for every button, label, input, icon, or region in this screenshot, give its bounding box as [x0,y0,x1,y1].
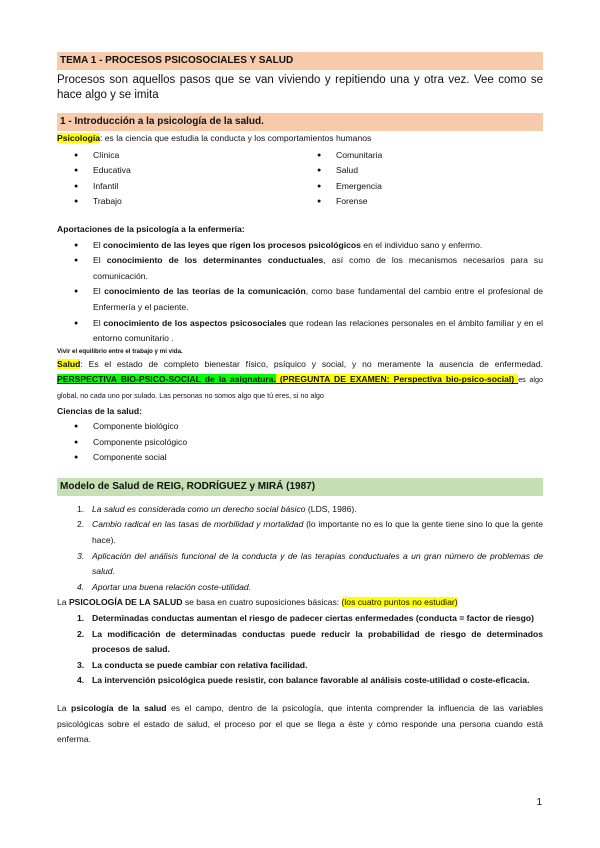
perspectiva-highlight: PERSPECTIVA BIO-PSICO-SOCIAL de la asignatura. [57,374,276,385]
pregunta-highlight: (PREGUNTA DE EXAMEN: Perspectiva bio-psico-social) [275,374,519,385]
ciencias-list [57,419,543,466]
list-item: 3. Aplicación del análisis funcional de la conducta y de las terapias conductuales a un gran número de problemas de salud. [77,550,543,577]
list-item: ● Forense [300,194,543,210]
aportaciones-list [57,238,543,347]
salud-term: Salud [57,358,81,369]
list-item: ● Componente biológico [57,419,543,435]
list-item: ● Educativa [57,163,300,179]
list-item: ● Clínica [57,148,300,164]
section-2-header: Modelo de Salud de REIG, RODRÍGUEZ y MIRÁ (1987) [57,478,543,496]
list-item: 4. La intervención psicológica puede resistir, con balance favorable al análisis coste-utilidad o coste-eficacia. [77,675,530,686]
list-item: 2. Cambio radical en las tasas de morbilidad y mortalidad (lo importante no es lo que la gente tiene sino lo que la gente hace). [77,519,543,546]
list-item: ● Salud [300,163,543,179]
list-item: ● Componente psicológico [57,435,543,451]
document-page [57,52,543,748]
list-item: ● Componente social [57,450,543,466]
page-number: 1 [536,797,542,808]
list-item: 4. Aportar una buena relación coste-utilidad. [77,581,252,592]
no-estudiar-highlight: (los cuatro puntos no estudiar) [341,597,458,608]
list-item: ● Emergencia [300,179,543,195]
areas-col-2 [300,148,543,210]
list-item: ● El conocimiento de las teorías de la comunicación, como base fundamental del cambio entre el profesional de Enfermería y el paciente. [57,284,543,315]
list-item: 3. La conducta se puede cambiar con relativa facilidad. [77,659,308,670]
document-title: TEMA 1 - PROCESOS PSICOSOCIALES Y SALUD [57,52,543,70]
modelo-list [57,502,543,596]
psicologia-salud-intro: La PSICOLOGÍA DE LA SALUD se basa en cuatro suposiciones básicas: (los cuatro puntos no estudiar) [57,597,458,608]
list-item: ● El conocimiento de los determinantes conductuales, así como de los mecanismos necesarios para su comunicación. [57,253,543,284]
suposiciones-list [57,611,543,689]
list-item: ● El conocimiento de las leyes que rigen los procesos psicológicos en el individuo sano y enfermo. [57,238,543,254]
final-paragraph: La psicología de la salud es el campo, dentro de la psicología, que intenta comprender la influencia de las variables psicológicas sobre el estado de salud, el proceso por el que se llega a éste y cómo responde una persona cuando está enferma. [57,703,543,745]
ciencias-title: Ciencias de la salud: [57,405,143,416]
list-item: 1. La salud es considerada como un derecho social básico (LDS, 1986). [77,503,357,514]
list-item: ● Comunitaria [300,148,543,164]
areas-col-1 [57,148,300,210]
psicologia-term: Psicología [57,133,100,143]
list-item: 1. Determinadas conductas aumentan el riesgo de padecer ciertas enfermedades (conducta = factor de riesgo) [77,613,535,624]
aportaciones-title: Aportaciones de la psicología a la enfermería: [57,223,245,234]
intro-paragraph: Procesos son aquellos pasos que se van viviendo y repitiendo una y otra vez. Vee como se hace algo y se imita [57,74,543,101]
psicologia-definition: Psicología: es la ciencia que estudia la conducta y los comportamientos humanos [57,133,372,143]
section-1-header: 1 - Introducción a la psicología de la salud. [57,113,543,131]
list-item: ● El conocimiento de los aspectos psicosociales que rodean las relaciones personales en el ámbito familiar y en el entorno comunitario . [57,316,543,347]
salud-definition: Salud: Es el estado de completo bienestar físico, psíquico y social, y no meramente la ausencia de enfermedad. PERSPECTIVA BIO-PSICO-SOCIAL de la asignatura. (PREGUNTA DE EXAMEN: Perspectiva bio-psico-social) es algo global, no cada uno por sulado. Las personas no somos algo que tú eres, si no algo [57,358,543,400]
psicologia-areas [57,148,543,210]
vivir-note: Vivir el equilibrio entre el trabajo y mi vida. [57,347,183,355]
list-item: 2. La modificación de determinadas conductas puede reducir la probabilidad de riesgo de determinados procesos de salud. [77,628,543,655]
list-item: ● Infantil [57,179,300,195]
list-item: ● Trabajo [57,194,300,210]
